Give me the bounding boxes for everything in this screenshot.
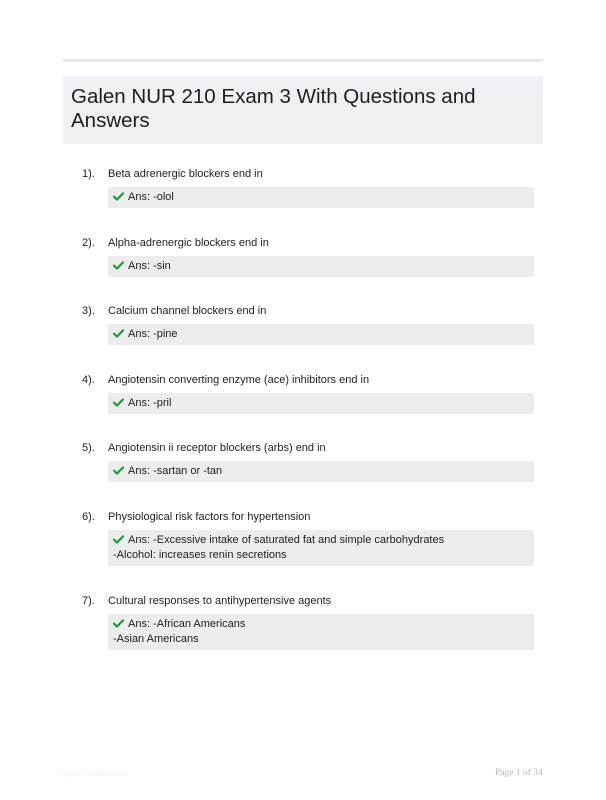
answer-box — [108, 530, 534, 566]
answer-text: -Asian Americans — [113, 633, 199, 645]
question-text: Angiotensin converting enzyme (ace) inhibitors end in — [108, 374, 370, 386]
check-icon — [113, 466, 124, 475]
answer-box — [108, 324, 534, 345]
answer-box — [108, 614, 534, 650]
question-text: Beta adrenergic blockers end in — [108, 168, 263, 180]
answer-box — [108, 461, 534, 482]
question-number: 3). — [82, 305, 95, 317]
question-number: 1). — [82, 168, 95, 180]
answer-text: Ans: -Excessive intake of saturated fat and simple carbohydrates — [128, 534, 445, 546]
answer-text: -Alcohol: increases renin secretions — [113, 549, 287, 561]
page-number: Page 1 of 34 — [495, 768, 543, 778]
check-icon — [113, 398, 124, 407]
question-list — [63, 0, 543, 800]
answer-box — [108, 187, 534, 208]
answer-text: Ans: -sin — [128, 260, 171, 272]
answer-text: Ans: -pine — [128, 328, 178, 340]
answer-box — [108, 393, 534, 414]
check-icon — [113, 619, 124, 628]
check-icon — [113, 535, 124, 544]
question-number: 2). — [82, 237, 95, 249]
check-icon — [113, 261, 124, 270]
answer-text: Ans: -sartan or -tan — [128, 465, 223, 477]
answer-text: Ans: -African Americans — [128, 618, 246, 630]
check-icon — [113, 329, 124, 338]
question-number: 4). — [82, 374, 95, 386]
answer-box — [108, 256, 534, 277]
answer-text: Ans: -pril — [128, 397, 172, 409]
question-text: Cultural responses to antihypertensive agents — [108, 595, 332, 607]
footer-watermark: PaperStudio.com — [58, 768, 128, 778]
question-number: 6). — [82, 511, 95, 523]
check-icon — [113, 192, 124, 201]
question-number: 5). — [82, 442, 95, 454]
question-text: Calcium channel blockers end in — [108, 305, 267, 317]
answer-text: Ans: -olol — [128, 191, 174, 203]
question-text: Alpha-adrenergic blockers end in — [108, 237, 269, 249]
page-title: Galen NUR 210 Exam 3 With Questions and Answers — [71, 85, 476, 132]
question-text: Angiotensin ii receptor blockers (arbs) end in — [108, 442, 326, 454]
question-text: Physiological risk factors for hypertension — [108, 511, 311, 523]
question-number: 7). — [82, 595, 95, 607]
